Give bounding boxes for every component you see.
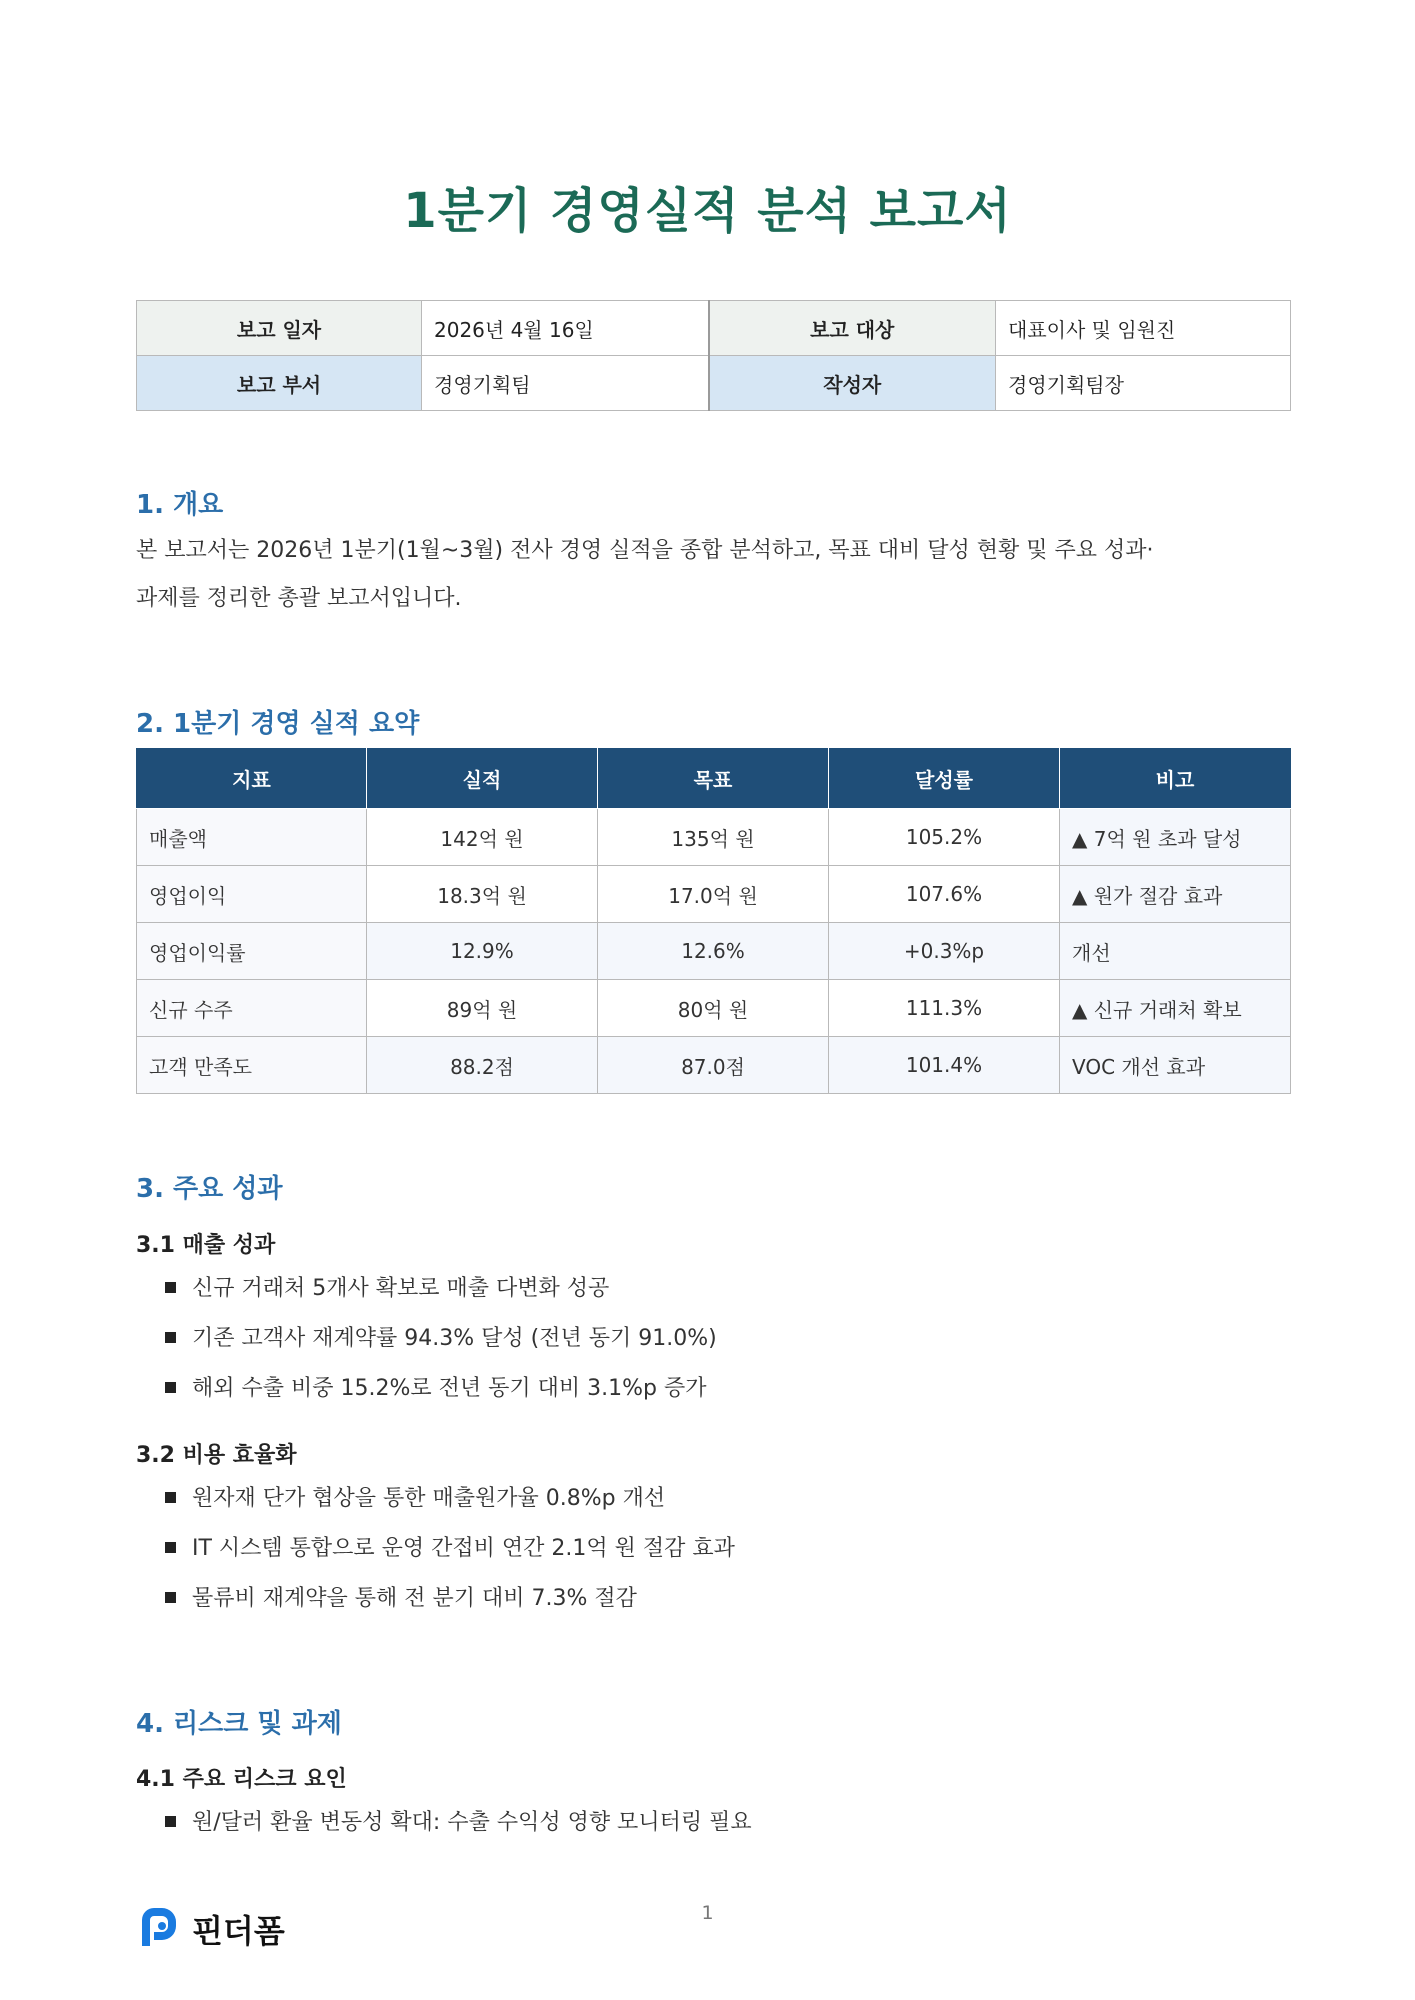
- list-item: [165, 1574, 735, 1624]
- author-value: 경영기획팀장: [996, 356, 1291, 411]
- table-row: [137, 866, 1291, 923]
- square-bullet-icon: [165, 1592, 176, 1603]
- cost-efficiency-list: [165, 1474, 735, 1624]
- subsection-heading-sales: 3.1 매출 성과: [136, 1233, 276, 1258]
- metric-note: ▲ 신규 거래처 확보: [1060, 980, 1291, 1037]
- page-number: 1: [701, 1902, 714, 1924]
- report-meta-table: [136, 300, 1291, 411]
- section-heading-summary: 2. 1분기 경영 실적 요약: [136, 709, 420, 739]
- metric-rate: 101.4%: [829, 1037, 1060, 1094]
- column-header: 실적: [367, 749, 598, 809]
- list-item-text: 기존 고객사 재계약률 94.3% 달성 (전년 동기 91.0%): [192, 1326, 717, 1351]
- metric-target: 12.6%: [598, 923, 829, 980]
- list-item: [165, 1474, 735, 1524]
- column-header: 비고: [1060, 749, 1291, 809]
- list-item-text: 신규 거래처 5개사 확보로 매출 다변화 성공: [192, 1276, 610, 1301]
- overview-line-2: 과제를 정리한 총괄 보고서입니다.: [136, 586, 462, 611]
- list-item-text: 원/달러 환율 변동성 확대: 수출 수익성 영향 모니터링 필요: [192, 1810, 752, 1835]
- audience-value: 대표이사 및 임원진: [996, 301, 1291, 356]
- metric-rate: +0.3%p: [829, 923, 1060, 980]
- square-bullet-icon: [165, 1382, 176, 1393]
- subsection-heading-risk-factors: 4.1 주요 리스크 요인: [136, 1767, 347, 1792]
- report-date-label: 보고 일자: [137, 301, 422, 356]
- square-bullet-icon: [165, 1542, 176, 1553]
- list-item-text: 물류비 재계약을 통해 전 분기 대비 7.3% 절감: [192, 1586, 637, 1611]
- square-bullet-icon: [165, 1816, 176, 1827]
- overview-line-1: 본 보고서는 2026년 1분기(1월~3월) 전사 경영 실적을 종합 분석하고, 목표 대비 달성 현황 및 주요 성과·: [136, 538, 1154, 563]
- list-item: [165, 1524, 735, 1574]
- column-header: 목표: [598, 749, 829, 809]
- overview-paragraph: [136, 527, 1286, 623]
- metric-actual: 88.2점: [367, 1037, 598, 1094]
- metric-actual: 18.3억 원: [367, 866, 598, 923]
- author-label: 작성자: [709, 356, 996, 411]
- square-bullet-icon: [165, 1332, 176, 1343]
- section-heading-risks: 4. 리스크 및 과제: [136, 1709, 342, 1739]
- metric-rate: 105.2%: [829, 809, 1060, 866]
- section-heading-achievements: 3. 주요 성과: [136, 1174, 283, 1204]
- metric-target: 87.0점: [598, 1037, 829, 1094]
- metric-note: VOC 개선 효과: [1060, 1037, 1291, 1094]
- metric-name: 영업이익률: [137, 923, 367, 980]
- metric-target: 80억 원: [598, 980, 829, 1037]
- metric-name: 매출액: [137, 809, 367, 866]
- performance-summary-table: [136, 748, 1291, 1094]
- list-item: [165, 1264, 717, 1314]
- audience-label: 보고 대상: [709, 301, 996, 356]
- metric-target: 135억 원: [598, 809, 829, 866]
- table-header-row: [137, 749, 1291, 809]
- column-header: 달성률: [829, 749, 1060, 809]
- meta-row: [137, 356, 1291, 411]
- square-bullet-icon: [165, 1492, 176, 1503]
- square-bullet-icon: [165, 1282, 176, 1293]
- department-value: 경영기획팀: [422, 356, 709, 411]
- metric-name: 고객 만족도: [137, 1037, 367, 1094]
- risk-factors-list: [165, 1798, 752, 1848]
- page-title: 1분기 경영실적 분석 보고서: [403, 183, 1012, 239]
- list-item-text: 해외 수출 비중 15.2%로 전년 동기 대비 3.1%p 증가: [192, 1376, 707, 1401]
- metric-actual: 89억 원: [367, 980, 598, 1037]
- metric-rate: 107.6%: [829, 866, 1060, 923]
- list-item: [165, 1364, 717, 1414]
- metric-actual: 142억 원: [367, 809, 598, 866]
- list-item-text: 원자재 단가 협상을 통한 매출원가율 0.8%p 개선: [192, 1486, 666, 1511]
- report-date-value: 2026년 4월 16일: [422, 301, 709, 356]
- table-row: [137, 923, 1291, 980]
- section-heading-overview: 1. 개요: [136, 490, 224, 520]
- metric-note: ▲ 7억 원 초과 달성: [1060, 809, 1291, 866]
- sales-achievements-list: [165, 1264, 717, 1414]
- metric-name: 영업이익: [137, 866, 367, 923]
- table-row: [137, 980, 1291, 1037]
- list-item: [165, 1314, 717, 1364]
- list-item-text: IT 시스템 통합으로 운영 간접비 연간 2.1억 원 절감 효과: [192, 1536, 735, 1561]
- metric-note: 개선: [1060, 923, 1291, 980]
- metric-note: ▲ 원가 절감 효과: [1060, 866, 1291, 923]
- metric-target: 17.0억 원: [598, 866, 829, 923]
- table-row: [137, 809, 1291, 866]
- column-header: 지표: [137, 749, 367, 809]
- metric-actual: 12.9%: [367, 923, 598, 980]
- meta-row: [137, 301, 1291, 356]
- subsection-heading-cost: 3.2 비용 효율화: [136, 1443, 297, 1468]
- brand-name: 핀더폼: [192, 1912, 285, 1950]
- metric-rate: 111.3%: [829, 980, 1060, 1037]
- metric-name: 신규 수주: [137, 980, 367, 1037]
- list-item: [165, 1798, 752, 1848]
- department-label: 보고 부서: [137, 356, 422, 411]
- table-row: [137, 1037, 1291, 1094]
